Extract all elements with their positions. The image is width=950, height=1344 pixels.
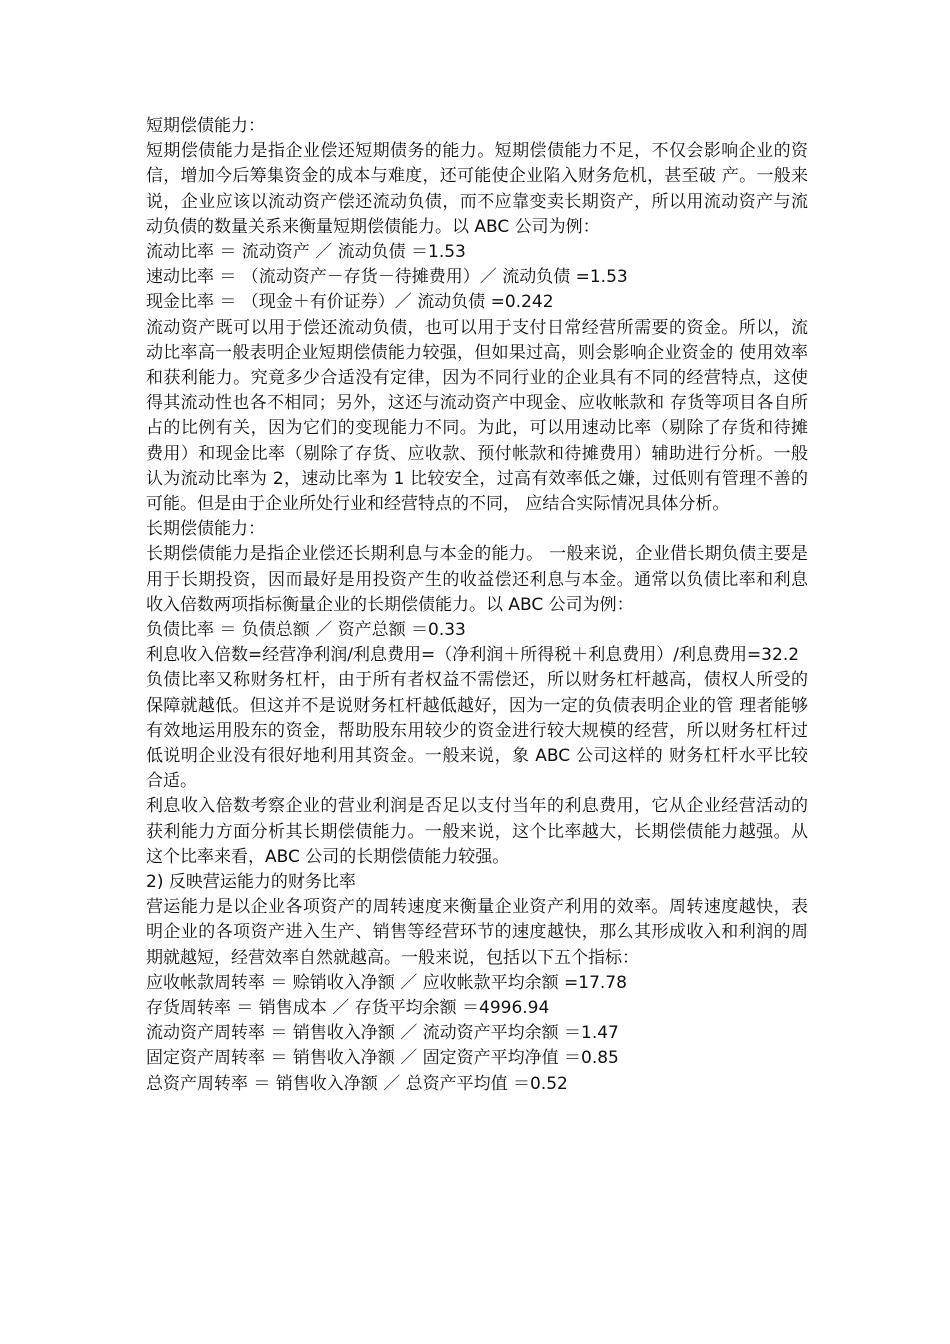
paragraph-short-term-intro: 短期偿债能力是指企业偿还短期债务的能力。短期偿债能力不足，不仅会影响企业的资信，增加今后筹集资金的成本与难度，还可能使企业陷入财务危机，甚至破 产。一般来说，企业应该以流动资产偿还流动负债，而不应靠变卖长期资产，所以用流动资产与流动负债的数量关系来衡量短期偿债能力。以 ABC 公司为例： xyxy=(146,141,808,237)
formula-quick-ratio: 速动比率 ＝ （流动资产－存货－待摊费用）／ 流动负债 =1.53 xyxy=(146,267,628,288)
formula-current-ratio: 流动比率 ＝ 流动资产 ／ 流动负债 ＝1.53 xyxy=(146,242,466,262)
formula-fixed-assets-turnover: 固定资产周转率 ＝ 销售收入净额 ／ 固定资产平均净值 ＝0.85 xyxy=(146,1048,619,1069)
paragraph-operating-intro: 营运能力是以企业各项资产的周转速度来衡量企业资产利用的效率。周转速度越快，表明企业的各项资产进入生产、销售等经营环节的速度越快，那么其形成收入和利润的周期就越短，经营效率自然就越高。一般来说，包括以下五个指标： xyxy=(146,897,808,968)
paragraph-debt-ratio-analysis: 负债比率又称财务杠杆，由于所有者权益不需偿还，所以财务杠杆越高，债权人所受的保障就越低。但这并不是说财务杠杆越低越好，因为一定的负债表明企业的管 理者能够有效地运用股东的资金，帮助股东用较少的资金进行较大规模的经营，所以财务杠杆过低说明企业没有很好地利用其资金。一般来说，象 ABC 公司这样的 财务杠杆水平比较合适。 xyxy=(146,670,808,792)
formula-receivables-turnover: 应收帐款周转率 ＝ 赊销收入净额 ／ 应收帐款平均余额 =17.78 xyxy=(146,972,627,993)
formula-debt-ratio: 负债比率 ＝ 负债总额 ／ 资产总额 ＝0.33 xyxy=(146,619,466,640)
paragraph-long-term-intro: 长期偿债能力是指企业偿还长期利息与本金的能力。 一般来说，企业借长期负债主要是用于长期投资，因而最好是用投资产生的收益偿还利息与本金。通常以负债比率和利息收入倍数两项指标衡量企业的长期偿债能力。以 ABC 公司为例： xyxy=(146,544,808,615)
formula-interest-coverage: 利息收入倍数=经营净利润/利息费用=（净利润＋所得税＋利息费用）/利息费用=32.2 xyxy=(146,645,800,666)
formula-inventory-turnover: 存货周转率 ＝ 销售成本 ／ 存货平均余额 ＝4996.94 xyxy=(146,997,550,1018)
section-heading-short-term: 短期偿债能力： xyxy=(146,116,265,136)
document-page xyxy=(146,114,808,1097)
paragraph-interest-coverage-analysis: 利息收入倍数考察企业的营业利润是否足以支付当年的利息费用，它从企业经营活动的获利能力方面分析其长期偿债能力。一般来说，这个比率越大，长期偿债能力越强。从这个比率来看，ABC 公司的长期偿债能力较强。 xyxy=(146,796,808,867)
formula-cash-ratio: 现金比率 ＝ （现金＋有价证券）／ 流动负债 =0.242 xyxy=(146,292,554,313)
formula-current-assets-turnover: 流动资产周转率 ＝ 销售收入净额 ／ 流动资产平均余额 ＝1.47 xyxy=(146,1023,619,1044)
paragraph-short-term-analysis: 流动资产既可以用于偿还流动负债，也可以用于支付日常经营所需要的资金。所以，流动比率高一般表明企业短期偿债能力较强，但如果过高，则会影响企业资金的 使用效率和获利能力。究竟多少合适没有定律，因为不同行业的企业具有不同的经营特点，这使得其流动性也各不相同；另外，这还与流动资产中现金、应收帐款和 存货等项目各自所占的比例有关，因为它们的变现能力不同。为此，可以用速动比率（剔除了存货和待摊费用）和现金比率（剔除了存货、应收款、预付帐款和待摊费用）辅助进行分析。一般认为流动比率为 2，速动比率为 1 比较安全，过高有效率低之嫌，过低则有管理不善的可能。但是由于企业所处行业和经营特点的不同， 应结合实际情况具体分析。 xyxy=(146,317,808,514)
section-heading-operating: 2) 反映营运能力的财务比率 xyxy=(146,872,356,892)
section-heading-long-term: 长期偿债能力： xyxy=(146,519,265,540)
formula-total-assets-turnover: 总资产周转率 ＝ 销售收入净额 ／ 总资产平均值 ＝0.52 xyxy=(146,1073,568,1094)
